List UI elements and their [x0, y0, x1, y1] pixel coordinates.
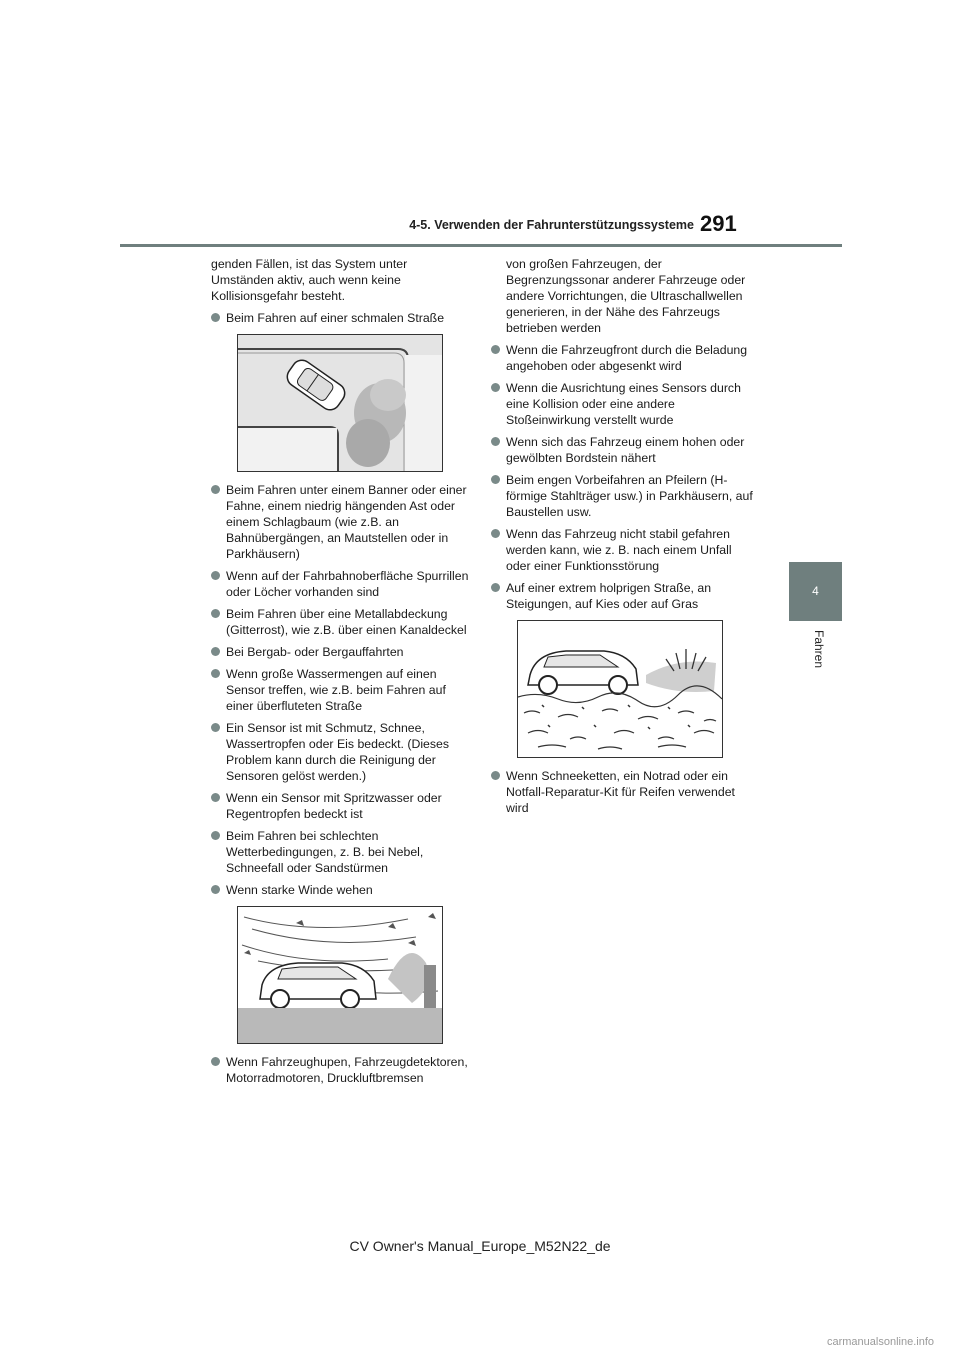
bullet-icon — [491, 345, 500, 354]
strong-wind-illustration — [237, 906, 443, 1044]
watermark[interactable]: carmanualsonline.info — [826, 1336, 934, 1348]
chapter-label: Fahren — [812, 630, 826, 669]
list-item: Beim Fahren über eine Metallabdeckung (Gitterrost), wie z.B. über einen Kanaldeckel — [211, 606, 473, 638]
narrow-road-image — [238, 335, 442, 471]
bullet-icon — [211, 831, 220, 840]
narrow-road-illustration — [237, 334, 443, 472]
bullet-icon — [211, 723, 220, 732]
list-item: Wenn starke Winde wehen — [211, 882, 473, 898]
bullet-icon — [491, 771, 500, 780]
bullet-icon — [211, 609, 220, 618]
strong-wind-image — [238, 907, 442, 1043]
list-item: Wenn ein Sensor mit Spritzwasser oder Regentropfen bedeckt ist — [211, 790, 473, 822]
list-item: Wenn die Ausrichtung eines Sensors durch eine Kollision oder eine andere Stoßeinwirkung verstellt wurde — [491, 380, 753, 428]
right-column — [491, 256, 753, 822]
header-divider — [120, 244, 842, 247]
list-item: Wenn sich das Fahrzeug einem hohen oder gewölbten Bordstein nähert — [491, 434, 753, 466]
bullet-icon — [491, 437, 500, 446]
bullet-icon — [491, 583, 500, 592]
bullet-icon — [211, 1057, 220, 1066]
rough-road-illustration — [517, 620, 723, 758]
left-intro-text: genden Fällen, ist das System unter Umständen aktiv, auch wenn keine Kollisionsgefahr besteht. — [211, 257, 408, 303]
list-item: Wenn große Wassermengen auf einen Sensor treffen, wie z.B. beim Fahren auf einer überfluteten Straße — [211, 666, 473, 714]
bullet-icon — [211, 571, 220, 580]
list-item: Ein Sensor ist mit Schmutz, Schnee, Wassertropfen oder Eis bedeckt. (Dieses Problem kann durch die Reinigung der Sensoren gelöst werden.) — [211, 720, 473, 784]
bullet-icon — [211, 647, 220, 656]
list-item: Bei Bergab- oder Bergauffahrten — [211, 644, 473, 660]
bullet-icon — [211, 313, 220, 322]
bullet-icon — [491, 383, 500, 392]
list-item: Wenn Schneeketten, ein Notrad oder ein Notfall-Reparatur-Kit für Reifen verwendet wird — [491, 768, 753, 816]
list-item: Wenn das Fahrzeug nicht stabil gefahren werden kann, wie z. B. nach einem Unfall oder einer Funktionsstörung — [491, 526, 753, 574]
rough-road-image — [518, 621, 722, 757]
bullet-icon — [211, 793, 220, 802]
left-column — [211, 256, 473, 1092]
list-item: Beim Fahren auf einer schmalen Straße — [211, 310, 473, 326]
page-number: 291 — [700, 211, 737, 236]
chapter-tab[interactable]: 4 — [789, 562, 842, 621]
list-item: Beim Fahren bei schlechten Wetterbedingungen, z. B. bei Nebel, Schneefall oder Sandstürmen — [211, 828, 473, 876]
list-item: Beim Fahren unter einem Banner oder einer Fahne, einem niedrig hängenden Ast oder einem Schlagbaum (wie z.B. an Bahnübergängen, an Mautstellen oder in Parkhäusern) — [211, 482, 473, 562]
list-item: Wenn auf der Fahrbahnoberfläche Spurrillen oder Löcher vorhanden sind — [211, 568, 473, 600]
footer-text: CV Owner's Manual_Europe_M52N22_de — [349, 1238, 611, 1254]
list-item: Wenn die Fahrzeugfront durch die Beladung angehoben oder abgesenkt wird — [491, 342, 753, 374]
list-item: Wenn Fahrzeughupen, Fahrzeugdetektoren, Motorradmotoren, Druckluftbremsen — [211, 1054, 473, 1086]
section-title: 4-5. Verwenden der Fahrunterstützungssysteme — [409, 218, 694, 232]
list-item: Beim engen Vorbeifahren an Pfeilern (H-förmige Stahlträger usw.) in Parkhäusern, auf Baustellen usw. — [491, 472, 753, 520]
bullet-icon — [491, 529, 500, 538]
right-intro-text: von großen Fahrzeugen, der Begrenzungssonar anderer Fahrzeuge oder andere Vorrichtungen, die Ultraschallwellen generieren, in der Nähe des Fahrzeugs betrieben werden — [506, 257, 746, 335]
bullet-icon — [211, 885, 220, 894]
bullet-icon — [491, 475, 500, 484]
bullet-icon — [211, 485, 220, 494]
bullet-icon — [211, 669, 220, 678]
list-item: Auf einer extrem holprigen Straße, an Steigungen, auf Kies oder auf Gras — [491, 580, 753, 612]
